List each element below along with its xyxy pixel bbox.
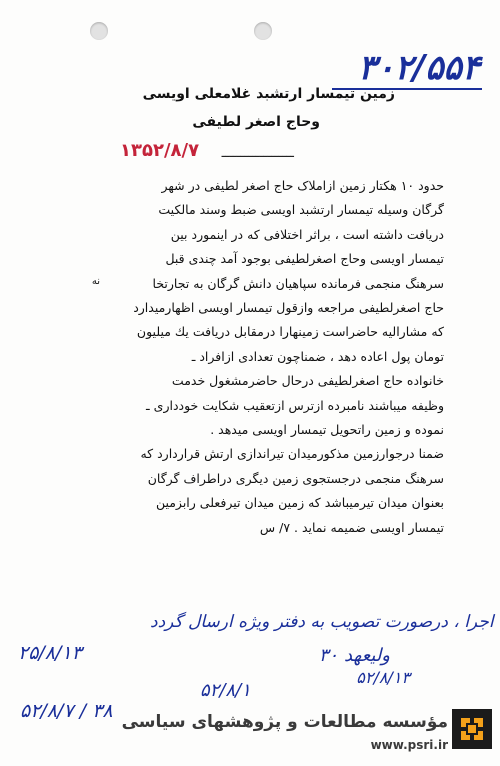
handwritten-instruction: اجرا ، درصورت تصویب به دفتر ویژه ارسال گردد xyxy=(150,612,494,632)
body-line: نموده و زمین راتحویل تیمسار اویسی میدهد . xyxy=(210,422,444,438)
body-line: بعنوان میدان تیرمیباشد که زمین میدان تیرفعلی رابزمین xyxy=(155,495,444,511)
watermark-org-name: مؤسسه مطالعات و پژوهشهای سیاسی xyxy=(121,712,448,732)
report-body xyxy=(44,174,444,540)
body-line: حدود ۱۰ هکتار زمین ازاملاک حاج اصغر لطیفی در شهر xyxy=(161,178,444,193)
handwritten-date-left-top: ۲۵/۸/۱۳ xyxy=(18,642,82,664)
subject-line-1: زمین تیمسار ارتشبد غلامعلی اویسی xyxy=(142,86,395,102)
body-line: سرهنگ منجمی درجستجوی زمین دیگری دراطراف گرگان xyxy=(147,470,444,486)
body-line: ضمنا درجوارزمین مذکورمیدان تیراندازی ارتش قراردارد که xyxy=(140,446,444,462)
document-date: ۱۳۵۲/۸/۷ xyxy=(120,140,200,161)
body-line: خانواده حاج اصغرلطیفی درحال حاضرمشغول خدمت xyxy=(171,373,444,389)
watermark-url: www.psri.ir xyxy=(370,738,448,752)
body-line: تومان پول اعاده دهد ، ضمناچون تعدادی ازافراد ـ xyxy=(191,348,444,364)
punch-hole xyxy=(90,22,108,40)
punch-hole xyxy=(254,22,272,40)
above-line-mark: نه xyxy=(91,276,100,287)
body-line: تیمسار اویسی ضمیمه نماید . ۷/ س xyxy=(259,519,444,535)
subject-line-2: وحاج اصغر لطیفی xyxy=(192,114,320,130)
handwritten-date-left-bottom: ۳۸ / ۵۲/۸/۷ xyxy=(20,700,113,722)
subject-divider: ـــــــــــــــــــ xyxy=(221,146,294,161)
handwritten-date-note: ۵۲/۸/۱۳ xyxy=(356,668,410,687)
body-line: گرگان وسیله تیمسار ارتشبد اویسی ضبط وسند مالکیت xyxy=(158,202,444,218)
body-line: دریافت داشته است ، براثر اختلافی که در اینمورد بین xyxy=(170,226,444,242)
body-line: وظیفه میباشند نامبرده ازترس ازتعقیب شکایت خودداری ـ xyxy=(146,397,444,413)
handwritten-signature-note: ولیعهد ۳۰ xyxy=(318,645,390,666)
psri-logo-icon xyxy=(452,709,492,749)
body-line: سرهنگ منجمی فرمانده سپاهیان دانش گرگان به تجارتخا xyxy=(152,275,444,291)
handwritten-date-center: ۵۲/۸/۱ xyxy=(200,680,251,701)
body-line: حاج اصغرلطیفی مراجعه وازقول تیمسار اویسی اظهارمیدارد xyxy=(133,300,444,316)
body-line: که مشارالیه حاضراست زمینهارا درمقابل دریافت یك میلیون xyxy=(136,324,444,340)
document-number: ۳۰۲/۵۵۴ xyxy=(358,48,480,88)
body-line: تیمسار اویسی وحاج اصغرلطیفی بوجود آمد چندی قبل xyxy=(165,251,444,267)
